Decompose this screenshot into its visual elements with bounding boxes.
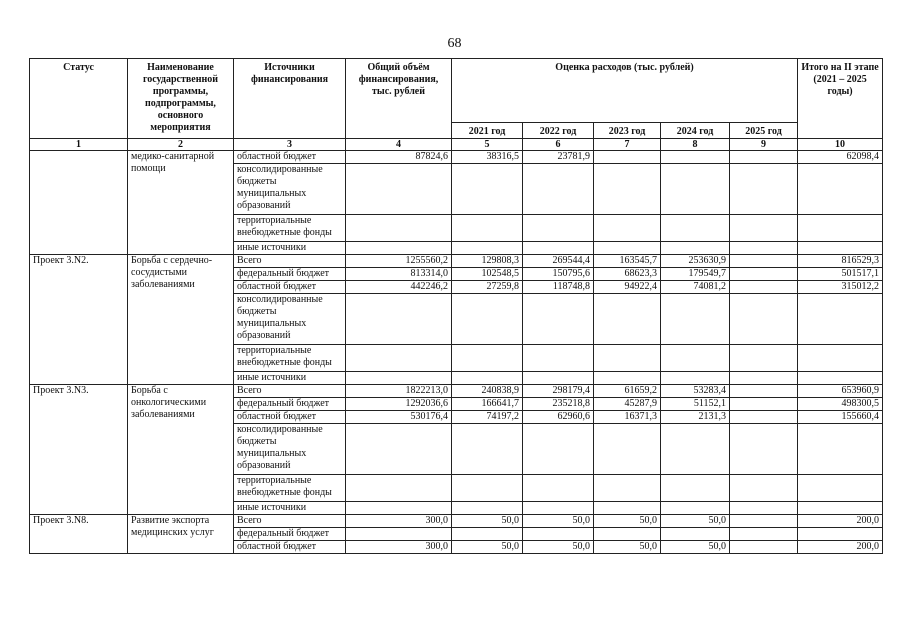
value-cell-y2024: 50,0 [661,515,730,528]
header-status: Статус [30,59,128,139]
value-cell-y2021: 38316,5 [452,151,523,164]
value-cell-total [346,215,452,242]
program-name-cell: Борьба с онкологическими заболеваниями [128,385,234,515]
value-cell-y2021 [452,294,523,345]
value-cell-y2025 [730,281,798,294]
table-row [30,255,883,268]
column-number: 5 [452,139,523,151]
header-total-stage: Итого на II этапе (2021 – 2025 годы) [798,59,883,139]
value-cell-total: 1255560,2 [346,255,452,268]
value-cell-y2022: 150795,6 [523,268,594,281]
value-cell-y2024 [661,242,730,255]
status-cell: Проект 3.N8. [30,515,128,554]
status-cell: Проект 3.N2. [30,255,128,385]
value-cell-total: 87824,6 [346,151,452,164]
value-cell-y2023 [594,215,661,242]
value-cell-y2022 [523,475,594,502]
value-cell-stage: 816529,3 [798,255,883,268]
value-cell-y2021: 50,0 [452,515,523,528]
value-cell-y2024: 179549,7 [661,268,730,281]
value-cell-y2023 [594,502,661,515]
value-cell-stage: 498300,5 [798,398,883,411]
value-cell-y2022 [523,502,594,515]
program-name-cell: Развитие экспорта медицинских услуг [128,515,234,554]
value-cell-y2023: 163545,7 [594,255,661,268]
value-cell-y2021 [452,502,523,515]
value-cell-y2025 [730,475,798,502]
value-cell-total [346,164,452,215]
value-cell-stage: 653960,9 [798,385,883,398]
header-year: 2022 год [523,123,594,139]
value-cell-stage [798,372,883,385]
funding-source-cell: Всего [234,515,346,528]
value-cell-y2024 [661,215,730,242]
value-cell-y2023 [594,294,661,345]
table-row [30,385,883,398]
header-total-volume: Общий объём финансирования, тыс. рублей [346,59,452,139]
value-cell-y2023 [594,345,661,372]
value-cell-y2024: 74081,2 [661,281,730,294]
value-cell-stage [798,164,883,215]
value-cell-y2025 [730,385,798,398]
budget-table [29,58,883,554]
value-cell-y2025 [730,515,798,528]
value-cell-y2024: 50,0 [661,541,730,554]
value-cell-stage: 155660,4 [798,411,883,424]
value-cell-total [346,424,452,475]
value-cell-y2021: 27259,8 [452,281,523,294]
value-cell-y2022: 298179,4 [523,385,594,398]
header-year: 2025 год [730,123,798,139]
value-cell-y2024 [661,345,730,372]
value-cell-stage [798,242,883,255]
value-cell-stage [798,528,883,541]
value-cell-y2023 [594,151,661,164]
funding-source-cell: консолидированные бюджеты муниципальных образований [234,424,346,475]
value-cell-y2021 [452,528,523,541]
value-cell-stage [798,475,883,502]
header-year: 2023 год [594,123,661,139]
value-cell-y2025 [730,411,798,424]
value-cell-y2023 [594,475,661,502]
column-number: 8 [661,139,730,151]
column-number: 4 [346,139,452,151]
header-estimate: Оценка расходов (тыс. рублей) [452,59,798,123]
value-cell-y2023: 45287,9 [594,398,661,411]
value-cell-y2021: 166641,7 [452,398,523,411]
column-number: 7 [594,139,661,151]
value-cell-y2023: 16371,3 [594,411,661,424]
value-cell-y2022 [523,215,594,242]
value-cell-y2024 [661,164,730,215]
value-cell-y2025 [730,398,798,411]
value-cell-y2024 [661,372,730,385]
header-name: Наименование государственной программы, подпрограммы, основного мероприятия [128,59,234,139]
value-cell-y2025 [730,541,798,554]
value-cell-stage: 200,0 [798,541,883,554]
header-year: 2021 год [452,123,523,139]
value-cell-y2025 [730,255,798,268]
value-cell-y2025 [730,215,798,242]
value-cell-y2023 [594,242,661,255]
page-number: 68 [447,36,462,51]
table-body [30,151,883,554]
value-cell-y2024: 51152,1 [661,398,730,411]
status-cell: Проект 3.N3. [30,385,128,515]
value-cell-y2023 [594,372,661,385]
funding-source-cell: Всего [234,385,346,398]
value-cell-y2021 [452,345,523,372]
value-cell-total [346,345,452,372]
value-cell-stage [798,424,883,475]
table-row [30,151,883,164]
value-cell-y2025 [730,294,798,345]
funding-source-cell: территориальные внебюджетные фонды [234,215,346,242]
value-cell-y2025 [730,424,798,475]
funding-source-cell: областной бюджет [234,541,346,554]
value-cell-y2022 [523,372,594,385]
funding-source-cell: федеральный бюджет [234,268,346,281]
funding-source-cell: территориальные внебюджетные фонды [234,475,346,502]
value-cell-y2022: 235218,8 [523,398,594,411]
value-cell-y2023 [594,164,661,215]
value-cell-y2023 [594,528,661,541]
value-cell-y2024 [661,528,730,541]
header-year: 2024 год [661,123,730,139]
value-cell-y2023: 68623,3 [594,268,661,281]
value-cell-y2022 [523,424,594,475]
funding-source-cell: консолидированные бюджеты муниципальных образований [234,164,346,215]
column-number: 9 [730,139,798,151]
value-cell-stage [798,215,883,242]
value-cell-y2024: 53283,4 [661,385,730,398]
value-cell-total: 300,0 [346,541,452,554]
value-cell-y2023: 94922,4 [594,281,661,294]
funding-source-cell: иные источники [234,502,346,515]
value-cell-y2022: 118748,8 [523,281,594,294]
value-cell-y2022 [523,345,594,372]
value-cell-y2022: 50,0 [523,515,594,528]
value-cell-y2021 [452,215,523,242]
value-cell-y2025 [730,372,798,385]
value-cell-y2024 [661,475,730,502]
value-cell-total [346,242,452,255]
value-cell-y2021 [452,475,523,502]
value-cell-total [346,294,452,345]
value-cell-total [346,502,452,515]
value-cell-total [346,528,452,541]
value-cell-y2025 [730,345,798,372]
value-cell-stage: 62098,4 [798,151,883,164]
value-cell-y2021 [452,242,523,255]
funding-source-cell: иные источники [234,242,346,255]
value-cell-y2024 [661,294,730,345]
funding-source-cell: областной бюджет [234,151,346,164]
column-number: 1 [30,139,128,151]
value-cell-y2023 [594,424,661,475]
funding-source-cell: иные источники [234,372,346,385]
value-cell-y2024 [661,502,730,515]
value-cell-y2022: 62960,6 [523,411,594,424]
value-cell-stage [798,294,883,345]
value-cell-y2021 [452,424,523,475]
value-cell-y2021 [452,372,523,385]
funding-source-cell: территориальные внебюджетные фонды [234,345,346,372]
value-cell-y2024 [661,151,730,164]
value-cell-stage [798,345,883,372]
value-cell-total: 530176,4 [346,411,452,424]
column-number: 10 [798,139,883,151]
value-cell-y2025 [730,268,798,281]
value-cell-y2025 [730,528,798,541]
value-cell-y2023: 50,0 [594,515,661,528]
value-cell-y2021: 50,0 [452,541,523,554]
value-cell-stage: 200,0 [798,515,883,528]
value-cell-y2022: 50,0 [523,541,594,554]
program-name-cell: Борьба с сердечно-сосудистыми заболеваниями [128,255,234,385]
value-cell-y2025 [730,502,798,515]
value-cell-y2021: 129808,3 [452,255,523,268]
value-cell-total: 442246,2 [346,281,452,294]
value-cell-stage [798,502,883,515]
value-cell-y2022 [523,164,594,215]
program-name-cell: медико-санитарной помощи [128,151,234,255]
value-cell-total: 300,0 [346,515,452,528]
funding-source-cell: федеральный бюджет [234,528,346,541]
column-number: 2 [128,139,234,151]
funding-source-cell: консолидированные бюджеты муниципальных образований [234,294,346,345]
value-cell-total: 813314,0 [346,268,452,281]
funding-source-cell: областной бюджет [234,281,346,294]
value-cell-y2025 [730,164,798,215]
value-cell-stage: 501517,1 [798,268,883,281]
value-cell-y2022 [523,242,594,255]
column-number: 3 [234,139,346,151]
funding-source-cell: областной бюджет [234,411,346,424]
value-cell-total [346,372,452,385]
value-cell-y2021: 102548,5 [452,268,523,281]
value-cell-y2025 [730,151,798,164]
value-cell-y2022 [523,294,594,345]
value-cell-y2024 [661,424,730,475]
value-cell-y2022 [523,528,594,541]
table-row [30,515,883,528]
value-cell-y2021 [452,164,523,215]
value-cell-y2023: 50,0 [594,541,661,554]
value-cell-y2024: 253630,9 [661,255,730,268]
funding-source-cell: федеральный бюджет [234,398,346,411]
value-cell-y2022: 269544,4 [523,255,594,268]
value-cell-total: 1292036,6 [346,398,452,411]
value-cell-stage: 315012,2 [798,281,883,294]
value-cell-y2021: 74197,2 [452,411,523,424]
value-cell-y2023: 61659,2 [594,385,661,398]
value-cell-total [346,475,452,502]
funding-source-cell: Всего [234,255,346,268]
value-cell-total: 1822213,0 [346,385,452,398]
value-cell-y2025 [730,242,798,255]
column-number: 6 [523,139,594,151]
value-cell-y2021: 240838,9 [452,385,523,398]
status-cell [30,151,128,255]
header-sources: Источники финансирования [234,59,346,139]
value-cell-y2024: 2131,3 [661,411,730,424]
value-cell-y2022: 23781,9 [523,151,594,164]
